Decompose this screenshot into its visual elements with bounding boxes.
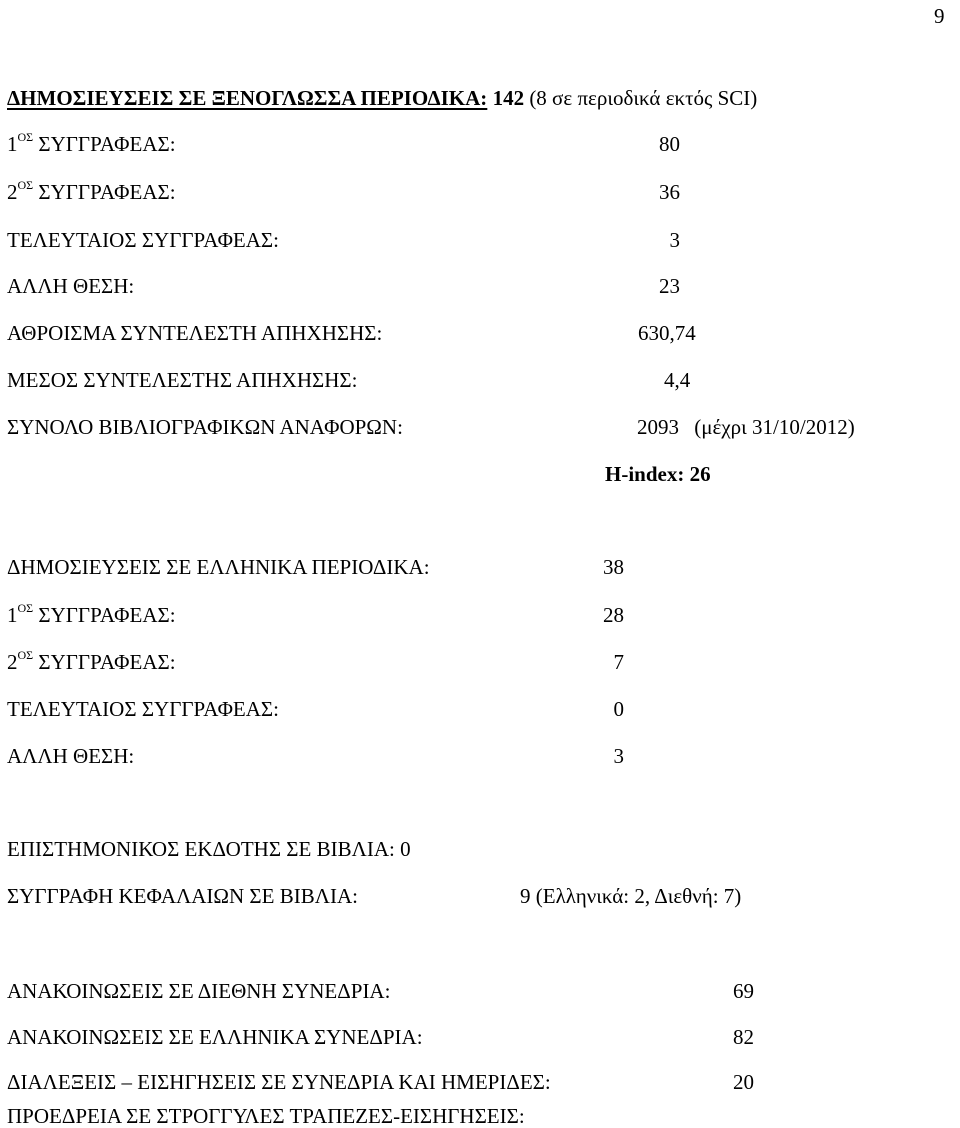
h-index: H-index: 26 [605,462,711,486]
foreign-journals-note: (8 σε περιοδικά εκτός SCI) [529,86,758,110]
foreign-second-author-value: 36 [659,180,680,204]
book-editor: ΕΠΙΣΤΗΜΟΝΙΚΟΣ ΕΚΔΟΤΗΣ ΣΕ ΒΙΒΛΙΑ: 0 [7,837,411,861]
page-number: 9 [934,4,945,28]
foreign-journals-total: 142 [492,86,525,110]
mean-impact-value: 4,4 [664,368,691,392]
foreign-last-author-label: ΤΕΛΕΥΤΑΙΟΣ ΣΥΓΓΡΑΦΕΑΣ: [7,228,279,252]
foreign-second-author-label: $2^{O\Sigma}$ ΣΥΓΓΡΑΦΕΑΣ: [7,178,176,204]
international-conferences-value: 69 [733,979,754,1003]
foreign-journals-title: ΔΗΜΟΣΙΕΥΣΕΙΣ ΣΕ ΞΕΝΟΓΛΩΣΣΑ ΠΕΡΙΟΔΙΚΑ: [7,86,488,110]
international-conferences-label: ΑΝΑΚΟΙΝΩΣΕΙΣ ΣΕ ΔΙΕΘΝΗ ΣΥΝΕΔΡΙΑ: [7,979,391,1003]
mean-impact-label: ΜΕΣΟΣ ΣΥΝΤΕΛΕΣΤΗΣ ΑΠΗΧΗΣΗΣ: [7,368,358,392]
total-impact-value: 630,74 [638,321,696,345]
greek-last-author-value: 0 [613,697,624,721]
citations-count: 2093 [637,415,679,439]
foreign-first-author-value: 80 [659,132,680,156]
greek-other-position-label: ΑΛΛΗ ΘΕΣΗ: [7,744,135,768]
citations-note: (μέχρι 31/10/2012) [694,415,855,439]
citations-value [637,417,855,438]
greek-second-author-value: 7 [613,650,624,674]
foreign-first-author-label: $1^{O\Sigma}$ ΣΥΓΓΡΑΦΕΑΣ: [7,130,176,156]
book-chapters-value: 9 (Ελληνικά: 2, Διεθνή: 7) [520,884,742,908]
greek-conferences-label: ΑΝΑΚΟΙΝΩΣΕΙΣ ΣΕ ΕΛΛΗΝΙΚΑ ΣΥΝΕΔΡΙΑ: [7,1025,423,1049]
foreign-other-position-value: 23 [659,274,680,298]
greek-conferences-value: 82 [733,1025,754,1049]
greek-journals-title: ΔΗΜΟΣΙΕΥΣΕΙΣ ΣΕ ΕΛΛΗΝΙΚΑ ΠΕΡΙΟΔΙΚΑ: [7,555,430,579]
lectures-label: ΔΙΑΛΕΞΕΙΣ – ΕΙΣΗΓΗΣΕΙΣ ΣΕ ΣΥΝΕΔΡΙΑ ΚΑΙ ΗΜΕΡΙΔΕΣ: [7,1070,551,1094]
greek-journals-total: 38 [603,555,624,579]
total-impact-label: ΑΘΡΟΙΣΜΑ ΣΥΝΤΕΛΕΣΤΗ ΑΠΗΧΗΣΗΣ: [7,321,383,345]
greek-last-author-label: ΤΕΛΕΥΤΑΙΟΣ ΣΥΓΓΡΑΦΕΑΣ: [7,697,279,721]
greek-first-author-label: $1^{O\Sigma}$ ΣΥΓΓΡΑΦΕΑΣ: [7,601,176,627]
round-tables-label: ΠΡΟΕΔΡΕΙΑ ΣΕ ΣΤΡΟΓΓΥΛΕΣ ΤΡΑΠΕΖΕΣ-ΕΙΣΗΓΗΣΕΙΣ: [7,1104,525,1128]
foreign-last-author-value: 3 [669,228,680,252]
greek-second-author-label: $2^{O\Sigma}$ ΣΥΓΓΡΑΦΕΑΣ: [7,648,176,674]
book-chapters-label: ΣΥΓΓΡΑΦΗ ΚΕΦΑΛΑΙΩΝ ΣΕ ΒΙΒΛΙΑ: [7,884,358,908]
greek-other-position-value: 3 [613,744,624,768]
foreign-other-position-label: ΑΛΛΗ ΘΕΣΗ: [7,274,135,298]
foreign-journals-heading [7,88,757,109]
greek-first-author-value: 28 [603,603,624,627]
lectures-value: 20 [733,1070,754,1094]
citations-label: ΣΥΝΟΛΟ ΒΙΒΛΙΟΓΡΑΦΙΚΩΝ ΑΝΑΦΟΡΩΝ: [7,415,403,439]
